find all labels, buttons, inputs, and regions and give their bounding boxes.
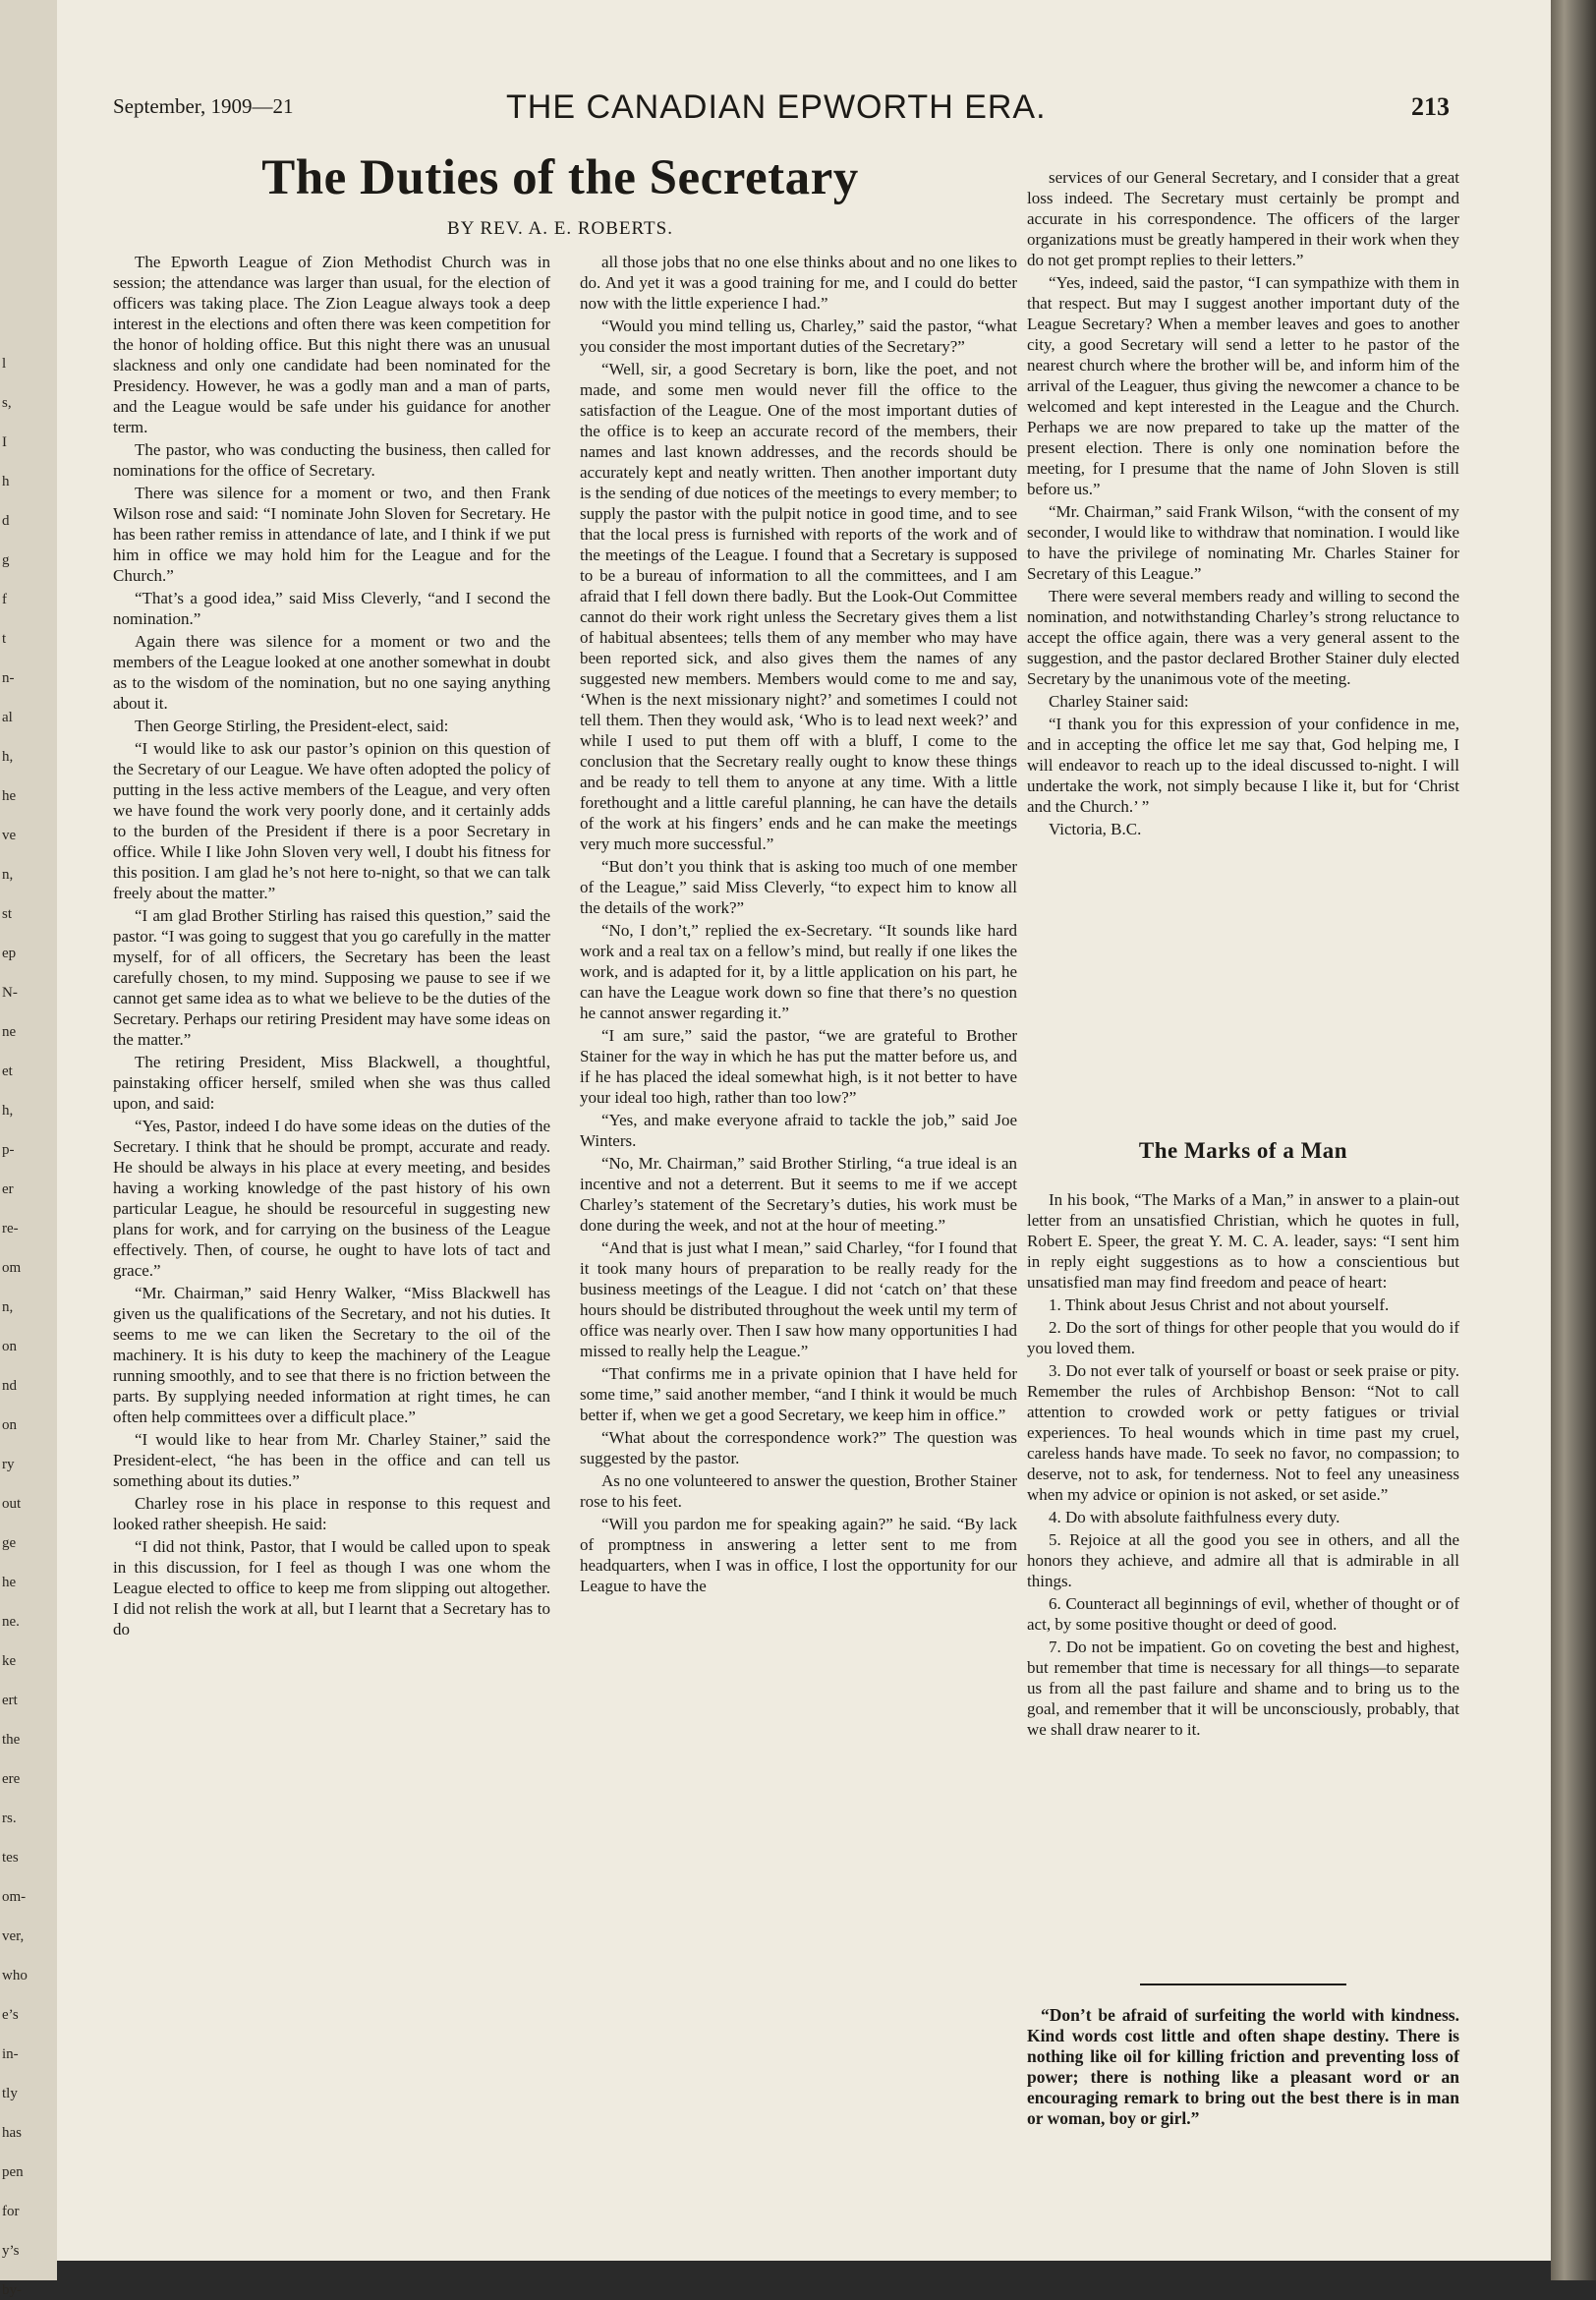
sidebar-paragraph: 5. Rejoice at all the good you see in others, and all the honors they achieve, and admire all that is admirable in all things. bbox=[1027, 1530, 1459, 1590]
gutter-fragment: t bbox=[2, 631, 7, 647]
gutter-fragment: ne bbox=[2, 1024, 17, 1040]
gutter-fragment: om- bbox=[2, 1889, 27, 1905]
article-paragraph: “Yes, Pastor, indeed I do have some ideas on the duties of the Secretary. I think that he should be prompt, accurate and ready. He should be always in his place at every meeting, and besides having a working knowledge of the past history of his own particular League, he should be resourceful in suggesting new plans for work, and for carrying on the business of the League effectively. Then, of course, he ought to have lots of tact and grace.” bbox=[113, 1117, 550, 1280]
article-paragraph: There was silence for a moment or two, and then Frank Wilson rose and said: “I nominate John Sloven for Secretary. He has been rather remiss in attendance of late, and I think if we put him in office we may hold him for the League and for the Church.” bbox=[113, 484, 550, 585]
page-number: 213 bbox=[1411, 92, 1450, 121]
gutter-fragment: who bbox=[2, 1968, 28, 1984]
gutter-fragment: for bbox=[2, 2204, 20, 2219]
issue-date: September, 1909—21 bbox=[113, 94, 294, 118]
gutter-fragment: ep bbox=[2, 946, 17, 961]
gutter-fragment: rs. bbox=[2, 1811, 17, 1826]
article-paragraph: There were several members ready and willing to second the nomination, and notwithstanding Charley’s strong reluctance to accept the office again, there was a very general assent to the suggestion, and the pastor declared Brother Stainer duly elected Secretary by the unanimous vote of the meeting. bbox=[1027, 587, 1459, 688]
article-paragraph: The retiring President, Miss Blackwell, a thoughtful, painstaking officer herself, smiled when she was thus called upon, and said: bbox=[113, 1053, 550, 1113]
article-paragraph: “I did not think, Pastor, that I would be called upon to speak in this discussion, for I feel as though I was one whom the League elected to office to keep me from slipping out altogether. I did not relish the work at all, but I learnt that a Secretary has to do bbox=[113, 1537, 550, 1639]
book-edge bbox=[1551, 0, 1596, 2280]
gutter-fragment: ve bbox=[2, 828, 17, 843]
article-paragraph: Then George Stirling, the President-elect, said: bbox=[135, 717, 449, 735]
article-byline: BY REV. A. E. ROBERTS. bbox=[447, 218, 673, 239]
gutter-fragment: om bbox=[2, 1260, 22, 1276]
sidebar-article-body bbox=[1027, 1189, 1459, 1742]
gutter-fragment: s, bbox=[2, 395, 12, 411]
article-paragraph: “No, I don’t,” replied the ex-Secretary. “It sounds like hard work and a real tax on a fellow’s mind, but really if one likes the work, and is adapted for it, by a little application on his part, he can have the League work down so fine that there’s no question he cannot answer regarding it.” bbox=[580, 921, 1017, 1022]
gutter-fragment: d bbox=[2, 513, 10, 529]
article-signoff: Victoria, B.C. bbox=[1049, 820, 1142, 838]
gutter-fragment: p- bbox=[2, 1142, 15, 1158]
article-paragraph: “Mr. Chairman,” said Frank Wilson, “with the consent of my seconder, I would like to withdraw that nomination. I would like to have the privilege of nominating Mr. Charles Stainer for Secretary of this League.” bbox=[1027, 502, 1459, 583]
article-title: The Duties of the Secretary bbox=[261, 150, 859, 205]
article-column-3 bbox=[1027, 167, 1459, 841]
gutter-fragment: ge bbox=[2, 1535, 17, 1551]
sidebar-paragraph: 3. Do not ever talk of yourself or boast or seek praise or pity. Remember the rules of Archbishop Benson: “Not to call attention to crowded work or petty fatigues or trivial experiences. To heal wounds which in time past my cruel, careless hands have made. To seek no favor, no compassion; to deserve, not to ask, for tenderness. Not to feel any uneasiness when my advice or opinion is not asked, or set aside.” bbox=[1027, 1361, 1459, 1504]
previous-page-gutter bbox=[0, 0, 57, 2298]
gutter-fragment: et bbox=[2, 1064, 13, 1079]
closing-quote bbox=[1027, 2005, 1459, 2129]
gutter-fragment: he bbox=[2, 788, 17, 804]
closing-quote-text: “Don’t be afraid of surfeiting the world with kindness. Kind words cost little and often shape destiny. There is nothing like oil for killing friction and preventing loss of power; there is nothing like a pleasant word or an encouraging remark to bring out the best there is in man or woman, boy or girl.” bbox=[1027, 2005, 1459, 2128]
article-paragraph: Charley Stainer said: bbox=[1049, 692, 1189, 711]
gutter-fragment: he bbox=[2, 1575, 17, 1590]
sidebar-paragraph: 4. Do with absolute faithfulness every duty. bbox=[1049, 1508, 1340, 1526]
article-paragraph: “Mr. Chairman,” said Henry Walker, “Miss Blackwell has given us the qualifications of the Secretary, and not his duties. It seems to me we can liken the Secretary to the oil of the machinery. It is his duty to keep the machinery of the League running smoothly, and to see that there is no friction between the parts. By supplying needed information at right times, he can often help committees over a difficult place.” bbox=[113, 1284, 550, 1426]
article-paragraph: “I thank you for this expression of your confidence in me, and in accepting the office let me say that, God helping me, I will endeavor to reach up to the ideal discussed to-night. I will undertake the work, not simply because I like it, but for ‘Christ and the Church.’ ” bbox=[1027, 715, 1459, 816]
gutter-fragment: re- bbox=[2, 1221, 19, 1236]
magazine-title: THE CANADIAN EPWORTH ERA. bbox=[506, 88, 1047, 126]
sidebar-paragraph: In his book, “The Marks of a Man,” in answer to a plain-out letter from an unsatisfied Christian, which he quotes in full, Robert E. Speer, the great Y. M. C. A. leader, says: “I sent him in reply eight suggestions as to how a conscientious but unsatisfied man may find freedom and peace of heart: bbox=[1027, 1190, 1459, 1292]
article-paragraph: “No, Mr. Chairman,” said Brother Stirling, “a true ideal is an incentive and not a deterrent. But it seems to me if we accept Charley’s statement of the Secretary’s duties, his work must be done during the week, and not at the hour of meeting.” bbox=[580, 1154, 1017, 1235]
article-paragraph: Again there was silence for a moment or two and the members of the League looked at one another somewhat in doubt as to the wisdom of the nomination, but no one saying anything about it. bbox=[113, 632, 550, 713]
article-paragraph: “That confirms me in a private opinion that I have held for some time,” said another member, “and I think it would be much better if, when we get a good Secretary, we keep him in office.” bbox=[580, 1364, 1017, 1424]
sidebar-paragraph: 1. Think about Jesus Christ and not about yourself. bbox=[1049, 1295, 1390, 1314]
article-paragraph: “I would like to hear from Mr. Charley Stainer,” said the President-elect, “he has been in the office and can tell us something about its duties.” bbox=[113, 1430, 550, 1490]
article-paragraph: services of our General Secretary, and I consider that a great loss indeed. The Secretary must certainly be prompt and accurate in his correspondence. The officers of the larger organizations must be greatly hampered in their work when they do not get prompt replies to their letters.” bbox=[1027, 168, 1459, 269]
gutter-fragment: l bbox=[2, 356, 7, 372]
gutter-fragment: on bbox=[2, 1339, 17, 1354]
gutter-fragment: ver, bbox=[2, 1928, 25, 1944]
article-paragraph: “That’s a good idea,” said Miss Cleverly, “and I second the nomination.” bbox=[113, 589, 550, 628]
gutter-fragment: e’s bbox=[2, 2007, 19, 2023]
article-paragraph: “And that is just what I mean,” said Charley, “for I found that it took many hours of preparation to be really ready for the business meetings of the League. I did not ‘catch on’ that these hours should be distributed throughout the week until my term of office was nearly over. Then I saw how many opportunities I had missed to really help the League.” bbox=[580, 1238, 1017, 1360]
article-paragraph: “But don’t you think that is asking too much of one member of the League,” said Miss Cleverly, “to expect him to know all the details of the work?” bbox=[580, 857, 1017, 917]
article-column-2 bbox=[580, 252, 1017, 1598]
gutter-fragment: tly bbox=[2, 2086, 18, 2101]
article-paragraph: “Well, sir, a good Secretary is born, like the poet, and not made, and some men would never fill the office to the satisfaction of the League. One of the most important duties of the office is to keep an accurate record of the members, their names and last known addresses, and the records should be accurately kept and neatly written. Then another important duty is the sending of due notices of the meetings to every member; to supply the pastor with the pulpit notice in good time, and to see that the local press is furnished with reports of the work and of the meetings of the League. I found that a Secretary is supposed to be a bureau of information to all the committees, and I am afraid that I fell down there badly. But the Look-Out Committee cannot do their work right unless the Secretary gives them a list of habitual absentees; tells them of any member who may have been reported sick, and also gives them the names of any suggested new members. Members would come to me and say, ‘When is the next missionary night?’ and sometimes I could not tell them. Then they would ask, ‘Who is to lead next week?’ and while I used to put them off with a bluff, I come to the conclusion that the Secretary really ought to know these things and be ready to tell them to anyone at any time. With a little forethought and a little careful planning, he can have the details of the work at his fingers’ ends and he can make the meetings very much more successful.” bbox=[580, 360, 1017, 853]
gutter-fragment: h, bbox=[2, 1103, 14, 1119]
gutter-fragment: N- bbox=[2, 985, 18, 1001]
gutter-fragment: er bbox=[2, 1181, 14, 1197]
gutter-fragment: nd bbox=[2, 1378, 17, 1394]
gutter-fragment: ere bbox=[2, 1771, 21, 1787]
gutter-fragment: f bbox=[2, 592, 7, 607]
gutter-fragment: on bbox=[2, 1417, 17, 1433]
sidebar-article-title: The Marks of a Man bbox=[1138, 1138, 1348, 1163]
gutter-fragment: y’s bbox=[2, 2243, 20, 2259]
article-paragraph: The Epworth League of Zion Methodist Church was in session; the attendance was larger than usual, for the election of officers was taking place. The Zion League always took a deep interest in the elections and often there was keen competition for the honor of holding office. But this night there was an unusual slackness and only one candidate had been nominated for the Presidency. However, he was a godly man and a man of parts, and the League would be safe under his guidance for another term. bbox=[113, 253, 550, 436]
gutter-fragment: by- bbox=[2, 2282, 22, 2298]
article-paragraph: Charley rose in his place in response to this request and looked rather sheepish. He said: bbox=[113, 1494, 550, 1533]
gutter-fragment: I bbox=[2, 434, 7, 450]
gutter-fragment: has bbox=[2, 2125, 22, 2141]
gutter-fragment: n- bbox=[2, 670, 15, 686]
gutter-fragment: ert bbox=[2, 1693, 18, 1708]
article-paragraph: As no one volunteered to answer the question, Brother Stainer rose to his feet. bbox=[580, 1471, 1018, 1511]
gutter-fragment: al bbox=[2, 710, 13, 725]
gutter-fragment: st bbox=[2, 906, 13, 922]
gutter-fragment: h bbox=[2, 474, 10, 489]
gutter-fragment: pen bbox=[2, 2164, 24, 2180]
gutter-fragment: n, bbox=[2, 867, 14, 883]
gutter-fragment: g bbox=[2, 552, 10, 568]
article-paragraph: “Yes, and make everyone afraid to tackle the job,” said Joe Winters. bbox=[580, 1111, 1017, 1150]
article-paragraph: “I am glad Brother Stirling has raised this question,” said the pastor. “I was going to suggest that you go carefully in the matter myself, for of all officers, the Secretary has been the least carefully chosen, to my mind. Supposing we pause to see if we cannot get same idea as to what we believe to be the duties of the Secretary. Perhaps our retiring President may have some ideas on the matter.” bbox=[113, 906, 550, 1049]
gutter-fragment: n, bbox=[2, 1299, 14, 1315]
gutter-fragment: the bbox=[2, 1732, 21, 1748]
article-column-1 bbox=[113, 252, 550, 1641]
section-divider bbox=[1140, 1984, 1346, 1985]
article-paragraph: “I am sure,” said the pastor, “we are grateful to Brother Stainer for the way in which he has put the matter before us, and if he has placed the ideal somewhat high, is it not better to have your ideal too high, rather than too low?” bbox=[580, 1026, 1017, 1107]
article-paragraph: “Yes, indeed, said the pastor, “I can sympathize with them in that respect. But may I suggest another important duty of the League Secretary? When a member leaves and goes to another city, a good Secretary will send a letter to he pastor of the nearest church where the brother will be, and inform him of the arrival of the Leaguer, thus giving the newcomer a chance to be welcomed and kept interested in the League and the Church. Perhaps we are now prepared to take up the matter of the present election. There is only one nomination before the meeting, for I presume that the name of John Sloven is still before us.” bbox=[1027, 273, 1459, 498]
gutter-fragment: h, bbox=[2, 749, 14, 765]
gutter-fragment: ne. bbox=[2, 1614, 20, 1630]
gutter-fragment: tes bbox=[2, 1850, 19, 1866]
article-paragraph: “What about the correspondence work?” The question was suggested by the pastor. bbox=[580, 1428, 1017, 1467]
sidebar-paragraph: 7. Do not be impatient. Go on coveting the best and highest, but remember that time is necessary for all things—to separate us from all the past failure and shame and to bring us to the goal, and remember that it will be unconsciously, probably, that we shall draw nearer to it. bbox=[1027, 1638, 1459, 1739]
gutter-fragment: in- bbox=[2, 2046, 19, 2062]
gutter-fragment: ry bbox=[2, 1457, 15, 1472]
sidebar-paragraph: 6. Counteract all beginnings of evil, whether of thought or of act, by some positive thought or deed of good. bbox=[1027, 1594, 1459, 1634]
article-paragraph: “I would like to ask our pastor’s opinion on this question of the Secretary of our League. We have often adopted the policy of putting in the less active members of the League, and very often we have found the work very poorly done, and it certainly adds to the burden of the President if there is a poor Secretary in office. While I like John Sloven very well, I doubt his fitness for this position. I am glad he’s not here to-night, so that we can talk freely about the matter.” bbox=[113, 739, 550, 902]
gutter-fragment: out bbox=[2, 1496, 22, 1512]
sidebar-paragraph: 2. Do the sort of things for other people that you would do if you loved them. bbox=[1027, 1318, 1459, 1357]
article-paragraph: “Would you mind telling us, Charley,” said the pastor, “what you consider the most important duties of the Secretary?” bbox=[580, 316, 1017, 356]
article-paragraph: all those jobs that no one else thinks about and no one likes to do. And yet it was a good training for me, and I could do better now with the little experience I had.” bbox=[580, 253, 1017, 313]
article-paragraph: “Will you pardon me for speaking again?” he said. “By lack of promptness in answering a letter sent to me from headquarters, when I was in office, I lost the opportunity for our League to have the bbox=[580, 1515, 1017, 1595]
article-paragraph: The pastor, who was conducting the business, then called for nominations for the office of Secretary. bbox=[113, 440, 550, 480]
page-header bbox=[113, 88, 1450, 136]
gutter-fragment: ke bbox=[2, 1653, 17, 1669]
